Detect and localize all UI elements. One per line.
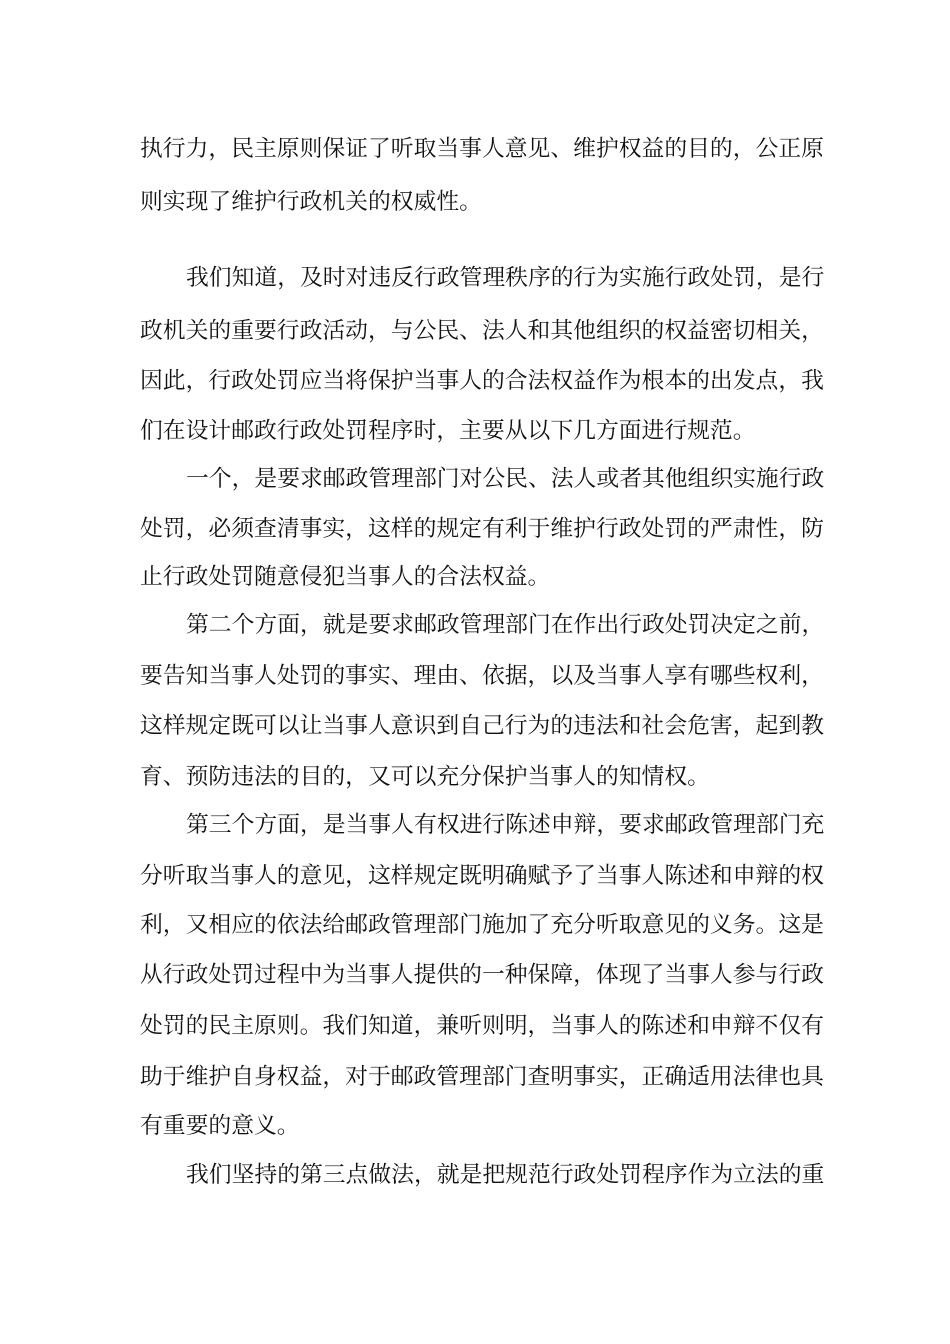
text-line: 则实现了维护行政机关的权威性。 — [140, 189, 482, 215]
text-line: 一个，是要求邮政管理部门对公民、法人或者其他组织实施行政 — [186, 466, 825, 492]
text-line: 有重要的意义。 — [140, 1113, 300, 1139]
text-line: 执行力，民主原则保证了听取当事人意见、维护权益的目的，公正原 — [140, 136, 824, 162]
text-line: 利，又相应的依法给邮政管理部门施加了充分听取意见的义务。这是 — [140, 912, 824, 938]
text-line: 要告知当事人处罚的事实、理由、依据，以及当事人享有哪些权利， — [140, 663, 824, 689]
text-line: 我们知道，及时对违反行政管理秩序的行为实施行政处罚，是行 — [186, 265, 825, 291]
text-line: 第二个方面，就是要求邮政管理部门在作出行政处罚决定之前， — [186, 612, 825, 638]
text-line: 处罚，必须查清事实，这样的规定有利于维护行政处罚的严肃性，防 — [140, 516, 824, 542]
text-line: 我们坚持的第三点做法，就是把规范行政处罚程序作为立法的重 — [186, 1162, 825, 1188]
text-line: 从行政处罚过程中为当事人提供的一种保障，体现了当事人参与行政 — [140, 962, 824, 988]
text-line: 助于维护自身权益，对于邮政管理部门查明事实，正确适用法律也具 — [140, 1064, 824, 1090]
text-line: 分听取当事人的意见，这样规定既明确赋予了当事人陈述和申辩的权 — [140, 863, 824, 889]
text-line: 止行政处罚随意侵犯当事人的合法权益。 — [140, 564, 551, 590]
text-line: 第三个方面，是当事人有权进行陈述申辩，要求邮政管理部门充 — [186, 812, 825, 838]
text-line: 们在设计邮政行政处罚程序时，主要从以下几方面进行规范。 — [140, 418, 756, 444]
text-line: 育、预防违法的目的，又可以充分保护当事人的知情权。 — [140, 764, 710, 790]
text-line: 处罚的民主原则。我们知道，兼听则明，当事人的陈述和申辩不仅有 — [140, 1013, 824, 1039]
text-line: 这样规定既可以让当事人意识到自己行为的违法和社会危害，起到教 — [140, 713, 824, 739]
text-line: 政机关的重要行政活动，与公民、法人和其他组织的权益密切相关， — [140, 318, 824, 344]
text-line: 因此，行政处罚应当将保护当事人的合法权益作为根本的出发点，我 — [140, 368, 824, 394]
